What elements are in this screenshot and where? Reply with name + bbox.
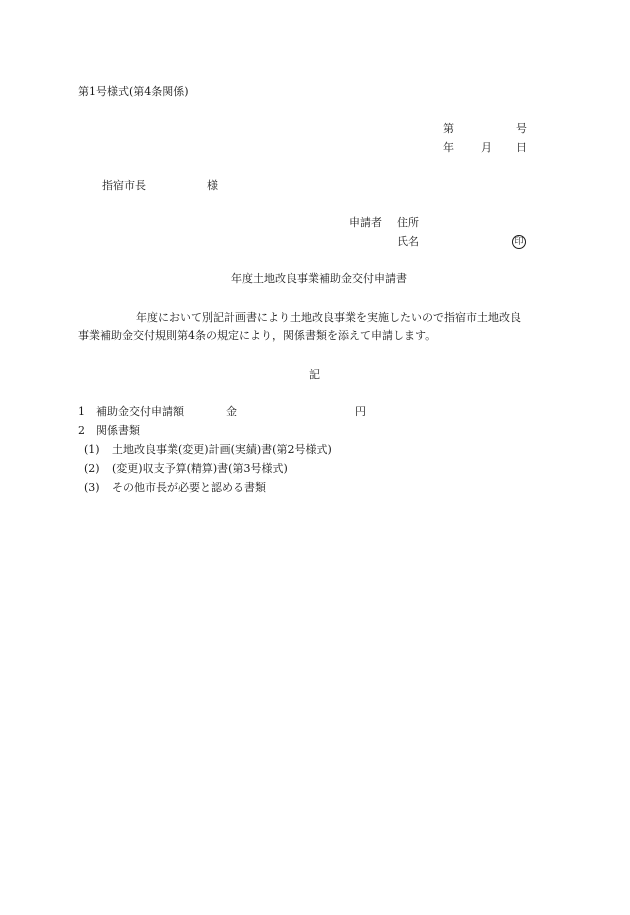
form-number: 第1号様式(第4条関係) [78,85,189,98]
item-2-label: 関係書類 [96,424,140,437]
body-line-1: 年度において別記計画書により土地改良事業を実施したいので指宿市土地改良 [136,311,521,324]
applicant-address-label: 住所 [397,216,419,229]
date-year: 年 [443,141,454,154]
sub-item-1-text: 土地改良事業(変更)計画(実績)書(第2号様式) [112,443,332,456]
item-1-kin: 金 [226,405,237,418]
sub-item-1-number: (1) [84,443,100,456]
doc-number-suffix: 号 [516,122,527,135]
sub-item-2-text: (変更)収支予算(精算)書(第3号様式) [112,462,288,475]
item-1-yen: 円 [355,405,366,418]
doc-number-prefix: 第 [443,122,454,135]
date-day: 日 [516,141,527,154]
applicant-label: 申請者 [349,216,382,229]
body-line-2: 事業補助金交付規則第4条の規定により，関係書類を添えて申請します。 [78,329,437,342]
item-1-label: 補助金交付申請額 [96,405,184,418]
sub-item-3-text: その他市長が必要と認める書類 [112,481,266,494]
date-month: 月 [481,141,492,154]
item-2-number: 2 [78,424,85,437]
addressee-honorific: 様 [207,179,218,192]
ki-heading: 記 [309,368,320,381]
seal-mark: 印 [512,235,526,249]
sub-item-3-number: (3) [84,481,100,494]
document-title: 年度土地改良事業補助金交付申請書 [231,272,407,285]
item-1-number: 1 [78,405,85,418]
addressee-name: 指宿市長 [102,179,146,192]
applicant-name-label: 氏名 [397,235,419,248]
sub-item-2-number: (2) [84,462,100,475]
